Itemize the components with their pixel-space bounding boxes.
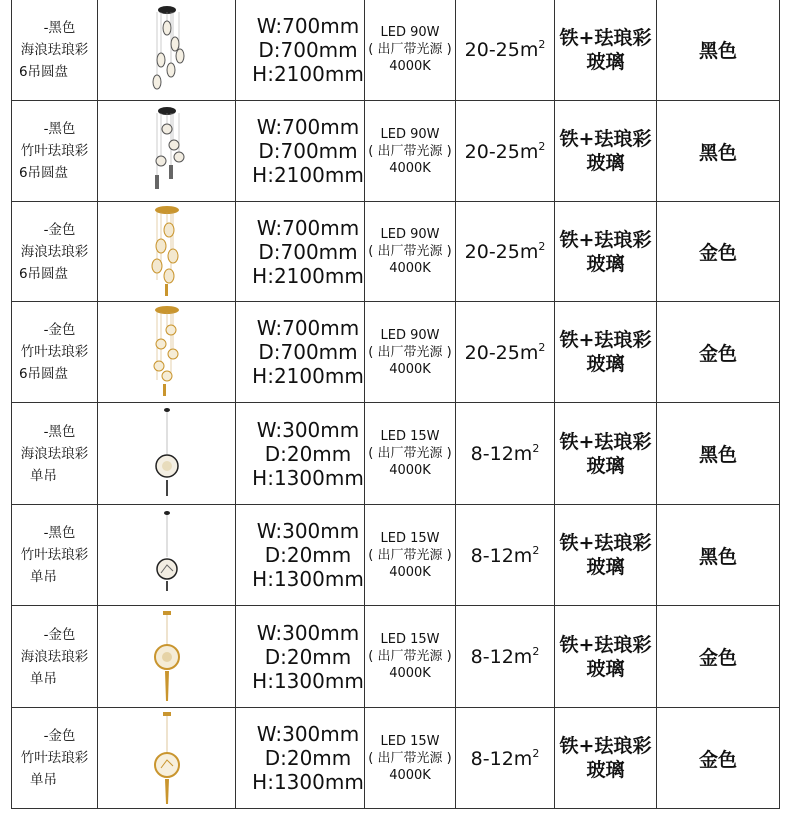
finish-color: 黑色 xyxy=(657,505,780,606)
product-name: -黑色 竹叶珐琅彩 6吊圆盘 xyxy=(12,101,98,202)
product-name: -金色 海浪珐琅彩 6吊圆盘 xyxy=(12,202,98,302)
coverage-area: $20-25m^2$ xyxy=(456,302,555,403)
product-image-cell xyxy=(98,708,236,809)
finish-color: 金色 xyxy=(657,202,780,302)
product-image-cell xyxy=(98,606,236,708)
table-row xyxy=(12,101,780,202)
material: 铁+珐琅彩 玻璃 xyxy=(555,0,657,101)
dimensions: W:300mm D:20mm H:1300mm xyxy=(236,606,365,708)
coverage-area: $8-12m^2$ xyxy=(456,505,555,606)
light-source: LED 15W ( 出厂带光源 ) 4000K xyxy=(365,505,456,606)
gold-wave-single-pendant-icon xyxy=(147,609,187,705)
coverage-area: $8-12m^2$ xyxy=(456,403,555,505)
light-source: LED 15W ( 出厂带光源 ) 4000K xyxy=(365,606,456,708)
finish-color: 黑色 xyxy=(657,403,780,505)
finish-color: 金色 xyxy=(657,708,780,809)
light-source: LED 90W ( 出厂带光源 ) 4000K xyxy=(365,0,456,101)
coverage-area: $8-12m^2$ xyxy=(456,708,555,809)
material: 铁+珐琅彩 玻璃 xyxy=(555,708,657,809)
dimensions: W:300mm D:20mm H:1300mm xyxy=(236,403,365,505)
material: 铁+珐琅彩 玻璃 xyxy=(555,101,657,202)
light-source: LED 90W ( 出厂带光源 ) 4000K xyxy=(365,302,456,403)
finish-color: 金色 xyxy=(657,302,780,403)
table-row xyxy=(12,505,780,606)
dimensions: W:700mm D:700mm H:2100mm xyxy=(236,101,365,202)
product-name: -金色 竹叶珐琅彩 6吊圆盘 xyxy=(12,302,98,403)
gold-wave-6-pendant-icon xyxy=(137,204,197,300)
coverage-area: $20-25m^2$ xyxy=(456,0,555,101)
product-image-cell xyxy=(98,101,236,202)
light-source: LED 90W ( 出厂带光源 ) 4000K xyxy=(365,202,456,302)
product-image-cell xyxy=(98,403,236,505)
light-source: LED 15W ( 出厂带光源 ) 4000K xyxy=(365,403,456,505)
table-row xyxy=(12,302,780,403)
product-name: -黑色 海浪珐琅彩 6吊圆盘 xyxy=(12,0,98,101)
product-name: -金色 竹叶珐琅彩 单吊 xyxy=(12,708,98,809)
black-wave-single-pendant-icon xyxy=(147,406,187,502)
black-bamboo-single-pendant-icon xyxy=(147,507,187,603)
product-image-cell xyxy=(98,202,236,302)
product-image-cell xyxy=(98,505,236,606)
finish-color: 黑色 xyxy=(657,101,780,202)
gold-bamboo-6-pendant-icon xyxy=(137,304,197,400)
product-spec-table xyxy=(11,0,780,809)
light-source: LED 15W ( 出厂带光源 ) 4000K xyxy=(365,708,456,809)
dimensions: W:700mm D:700mm H:2100mm xyxy=(236,0,365,101)
light-source: LED 90W ( 出厂带光源 ) 4000K xyxy=(365,101,456,202)
material: 铁+珐琅彩 玻璃 xyxy=(555,606,657,708)
dimensions: W:300mm D:20mm H:1300mm xyxy=(236,505,365,606)
product-name: -黑色 竹叶珐琅彩 单吊 xyxy=(12,505,98,606)
coverage-area: $8-12m^2$ xyxy=(456,606,555,708)
black-wave-6-pendant-icon xyxy=(137,2,197,98)
gold-bamboo-single-pendant-icon xyxy=(147,710,187,806)
black-bamboo-6-pendant-icon xyxy=(137,103,197,199)
product-image-cell xyxy=(98,0,236,101)
coverage-area: $20-25m^2$ xyxy=(456,202,555,302)
dimensions: W:700mm D:700mm H:2100mm xyxy=(236,202,365,302)
dimensions: W:700mm D:700mm H:2100mm xyxy=(236,302,365,403)
product-name: -金色 海浪珐琅彩 单吊 xyxy=(12,606,98,708)
table-row xyxy=(12,708,780,809)
table-row xyxy=(12,403,780,505)
spec-table-body xyxy=(12,0,780,809)
material: 铁+珐琅彩 玻璃 xyxy=(555,202,657,302)
coverage-area: $20-25m^2$ xyxy=(456,101,555,202)
material: 铁+珐琅彩 玻璃 xyxy=(555,403,657,505)
table-row xyxy=(12,0,780,101)
table-row xyxy=(12,606,780,708)
finish-color: 金色 xyxy=(657,606,780,708)
material: 铁+珐琅彩 玻璃 xyxy=(555,505,657,606)
product-name: -黑色 海浪珐琅彩 单吊 xyxy=(12,403,98,505)
dimensions: W:300mm D:20mm H:1300mm xyxy=(236,708,365,809)
product-image-cell xyxy=(98,302,236,403)
finish-color: 黑色 xyxy=(657,0,780,101)
material: 铁+珐琅彩 玻璃 xyxy=(555,302,657,403)
table-row xyxy=(12,202,780,302)
